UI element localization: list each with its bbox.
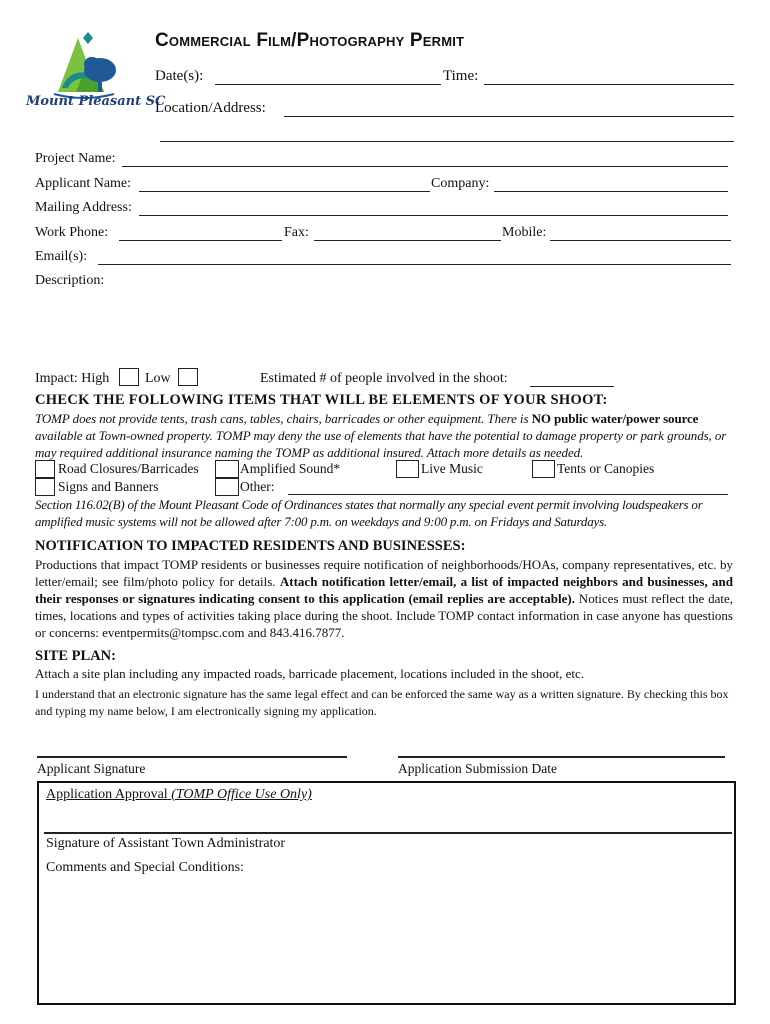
elements-heading: CHECK THE FOLLOWING ITEMS THAT WILL BE ELEMENTS OF YOUR SHOOT: [35, 392, 608, 408]
notification-text-bold: Attach notification letter/email, a list of impacted neighbors and businesses, and their responses or signatures indicating consent to this application (email replies are acceptable). [35, 574, 733, 606]
impact-label: Impact: High [35, 371, 110, 386]
elements-note-bold: NO public water/power source [531, 411, 699, 426]
administrator-signature-label: Signature of Assistant Town Administrator [46, 836, 286, 851]
notification-heading: NOTIFICATION TO IMPACTED RESIDENTS AND BUSINESSES: [35, 538, 466, 554]
site-plan-heading: SITE PLAN: [35, 648, 116, 664]
comments-label: Comments and Special Conditions: [46, 860, 244, 875]
fax-label: Fax: [284, 225, 309, 240]
project-name-input[interactable] [122, 166, 728, 167]
applicant-signature-line[interactable] [37, 756, 347, 758]
logo-wordmark: Mount Pleasant SC [26, 94, 166, 109]
impact-low-checkbox[interactable] [178, 368, 198, 386]
applicant-name-input[interactable] [139, 191, 430, 192]
form-title: Commercial Film/Photography Permit [155, 30, 465, 51]
time-input[interactable] [484, 84, 734, 85]
tents-label: Tents or Canopies [557, 461, 655, 476]
dates-input[interactable] [215, 84, 441, 85]
notification-text-part-2: Notices must reflect the date, times, locations and types of activities taking place during the shoot. Include TOMP contact information in case anyone has questions or concerns: eventpermits@tompsc.com and 843.416.7877. [35, 591, 733, 640]
project-name-label: Project Name: [35, 151, 116, 166]
administrator-signature-line[interactable] [44, 832, 732, 834]
emails-input[interactable] [98, 264, 731, 265]
approval-note: (TOMP Office Use Only) [171, 787, 312, 802]
town-logo [26, 30, 166, 120]
other-input[interactable] [288, 494, 728, 495]
location-input[interactable] [284, 116, 734, 117]
signs-banners-checkbox[interactable] [35, 478, 55, 496]
approval-heading [46, 787, 312, 803]
impact-high-checkbox[interactable] [119, 368, 139, 386]
submission-date-label: Application Submission Date [398, 761, 557, 776]
people-count-label: Estimated # of people involved in the shoot: [260, 371, 508, 386]
work-phone-input[interactable] [119, 240, 282, 241]
location-input-line-2[interactable] [160, 141, 734, 142]
company-input[interactable] [494, 191, 728, 192]
ordinance-note: Section 116.02(B) of the Mount Pleasant Code of Ordinances states that normally any special event permit involving loudspeakers or amplified music systems will not be allowed after 7:00 p.m. on weekdays and 9:00 p.m. on Fridays and Saturdays. [35, 497, 703, 529]
fax-input[interactable] [314, 240, 501, 241]
mailing-address-label: Mailing Address: [35, 200, 132, 215]
people-count-input[interactable] [530, 386, 614, 387]
location-label: Location/Address: [155, 100, 266, 116]
site-plan-text: Attach a site plan including any impacted roads, barricade placement, locations included in the shoot, etc. [35, 666, 585, 681]
description-input[interactable] [35, 292, 731, 362]
amplified-sound-checkbox[interactable] [215, 460, 239, 478]
approval-label: Application Approval [46, 787, 168, 802]
elements-note-part-1: TOMP does not provide tents, trash cans, tables, chairs, barricades or other equipment. There is [35, 411, 532, 426]
road-closures-label: Road Closures/Barricades [58, 461, 199, 476]
other-checkbox[interactable] [215, 478, 239, 496]
comments-input[interactable] [46, 880, 726, 998]
impact-low-label: Low [145, 371, 171, 386]
description-label: Description: [35, 273, 105, 288]
elements-note [35, 410, 735, 461]
dates-label: Date(s): [155, 68, 204, 84]
other-label: Other: [240, 479, 275, 494]
road-closures-checkbox[interactable] [35, 460, 55, 478]
time-label: Time: [443, 68, 479, 84]
mailing-address-input[interactable] [139, 215, 728, 216]
applicant-signature-label: Applicant Signature [37, 761, 146, 776]
live-music-label: Live Music [421, 461, 483, 476]
esign-consent-text: I understand that an electronic signature has the same legal effect and can be enforced the same way as a written signature. By checking this box and typing my name below, I am electronically signing my application. [35, 687, 729, 718]
submission-date-line[interactable] [398, 756, 725, 758]
notification-text [35, 556, 733, 641]
amplified-sound-label: Amplified Sound* [240, 461, 341, 476]
live-music-checkbox[interactable] [396, 460, 419, 478]
work-phone-label: Work Phone: [35, 225, 109, 240]
mobile-label: Mobile: [502, 225, 547, 240]
tents-checkbox[interactable] [532, 460, 555, 478]
mobile-input[interactable] [550, 240, 731, 241]
elements-note-part-2: available at Town-owned property. TOMP may deny the use of elements that have the potential to damage property or park grounds, or may required additional insurance naming the TOMP as additional insured. Attach more details as needed. [35, 428, 727, 460]
signs-banners-label: Signs and Banners [58, 479, 159, 494]
company-label: Company: [431, 176, 490, 191]
emails-label: Email(s): [35, 249, 88, 264]
applicant-name-label: Applicant Name: [35, 176, 132, 191]
notification-text-part-1: Productions that impact TOMP residents or businesses require notification of neighborhoods/HOAs, company representatives, etc. by letter/email; see film/photo policy for details. [35, 557, 733, 589]
